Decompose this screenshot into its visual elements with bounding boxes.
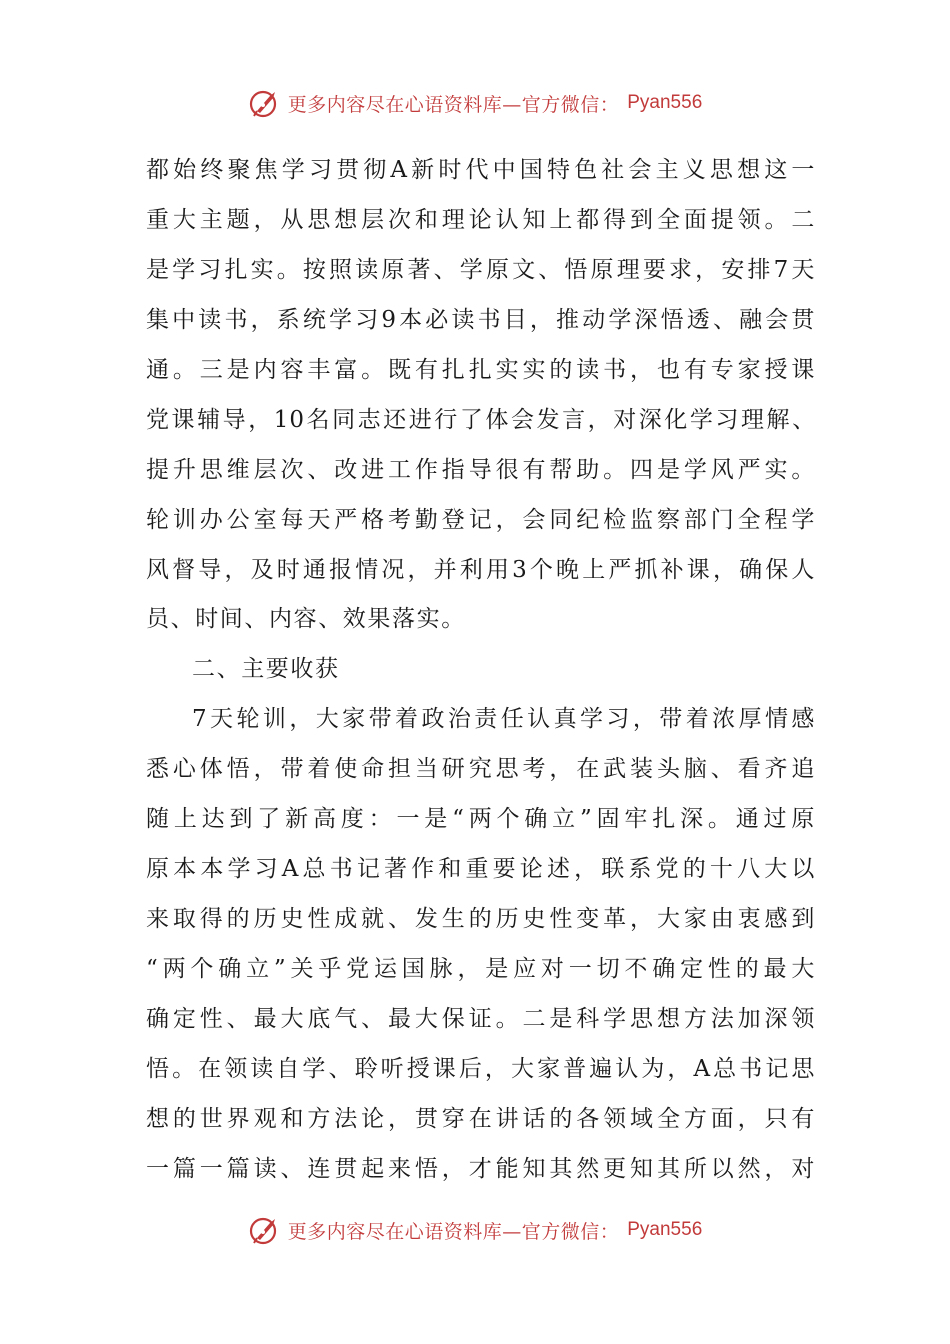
banner-text: 更多内容尽在心语资料库—官方微信： xyxy=(287,1220,620,1243)
text-line: 悟。在领读自学、聆听授课后，大家普遍认为，A总书记思 xyxy=(146,1055,816,1082)
text-line: 是学习扎实。按照读原著、学原文、悟原理要求，安排7天 xyxy=(146,256,816,283)
text-line: 悉心体悟，带着使命担当研究思考，在武装头脑、看齐追 xyxy=(146,756,816,783)
document-body xyxy=(146,146,816,1195)
text-line: “两个确立”关乎党运国脉，是应对一切不确定性的最大 xyxy=(146,956,816,982)
text-line: 通。三是内容丰富。既有扎扎实实的读书，也有专家授课 xyxy=(146,356,816,383)
wechat-id: Pyan556 xyxy=(627,1219,703,1240)
text-line: 一篇一篇读、连贯起来悟，才能知其然更知其所以然，对 xyxy=(146,1155,816,1182)
text-line: 来取得的历史性成就、发生的历史性变革，大家由衷感到 xyxy=(146,906,816,933)
header-banner xyxy=(0,83,950,123)
text-line: 想的世界观和方法论，贯穿在讲话的各领域全方面，只有 xyxy=(146,1105,816,1132)
pen-nib-logo-icon xyxy=(248,1213,282,1247)
pen-nib-logo-icon xyxy=(248,86,282,120)
text-line: 风督导，及时通报情况，并利用3个晚上严抓补课，确保人 xyxy=(146,556,816,583)
banner-text: 更多内容尽在心语资料库—官方微信： xyxy=(287,93,620,116)
text-line: 员、时间、内容、效果落实。 xyxy=(146,606,466,633)
text-line: 7天轮训，大家带着政治责任认真学习，带着浓厚情感 xyxy=(192,706,816,733)
text-line: 原本本学习A总书记著作和重要论述，联系党的十八大以 xyxy=(146,856,816,883)
wechat-id: Pyan556 xyxy=(627,92,703,113)
footer-banner xyxy=(0,1210,950,1250)
section-heading: 二、主要收获 xyxy=(192,656,340,683)
text-line: 重大主题，从思想层次和理论认知上都得到全面提领。二 xyxy=(146,206,816,233)
text-line: 轮训办公室每天严格考勤登记，会同纪检监察部门全程学 xyxy=(146,506,816,533)
text-line: 党课辅导，10名同志还进行了体会发言，对深化学习理解、 xyxy=(146,406,816,433)
text-line: 确定性、最大底气、最大保证。二是科学思想方法加深领 xyxy=(146,1005,816,1032)
text-line: 提升思维层次、改进工作指导很有帮助。四是学风严实。 xyxy=(146,456,816,483)
text-line: 集中读书，系统学习9本必读书目，推动学深悟透、融会贯 xyxy=(146,306,816,333)
text-line: 都始终聚焦学习贯彻A新时代中国特色社会主义思想这一 xyxy=(146,157,816,183)
text-line: 随上达到了新高度：一是“两个确立”固牢扎深。通过原 xyxy=(146,806,816,833)
